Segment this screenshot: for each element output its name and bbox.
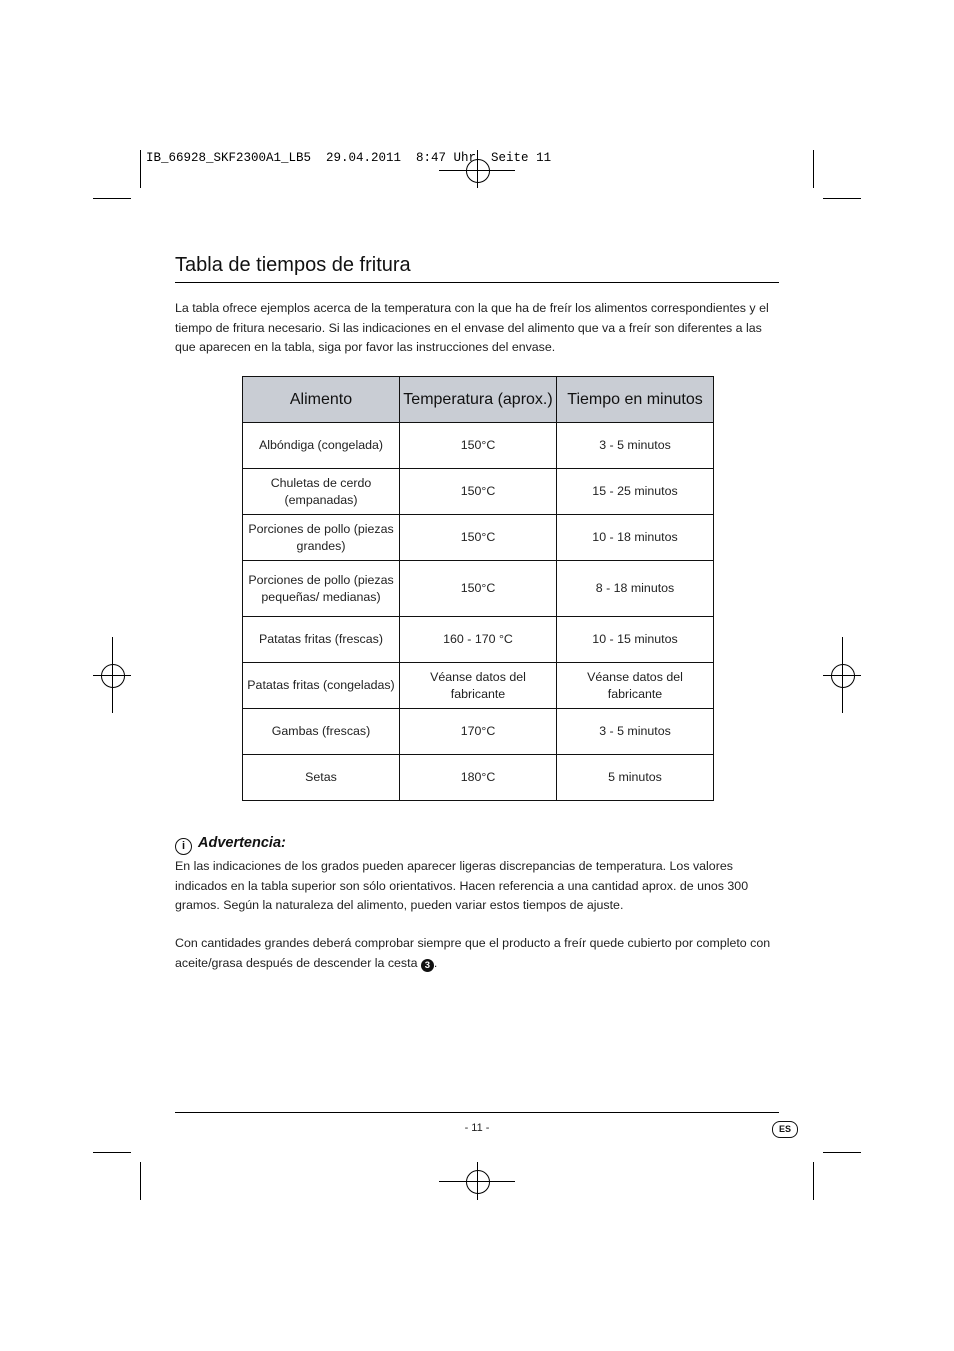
- table-row: [243, 617, 714, 663]
- table-row: [243, 663, 714, 709]
- cell-food: Patatas fritas (frescas): [243, 617, 400, 663]
- cell-food: Chuletas de cerdo (empanadas): [243, 469, 400, 515]
- table-row: [243, 515, 714, 561]
- frying-times-table: [242, 376, 714, 801]
- table-row: [243, 561, 714, 617]
- warning-heading-text: Advertencia:: [198, 835, 286, 851]
- footer-rule: [175, 1112, 779, 1113]
- cell-time: 10 - 18 minutos: [557, 515, 714, 561]
- cell-time: 3 - 5 minutos: [557, 709, 714, 755]
- intro-paragraph: La tabla ofrece ejemplos acerca de la temperatura con la que ha de freír los alimentos correspondientes y el tiempo de fritura necesario. Si las indicaciones en el envase del alimento que va a freír son diferentes a las que aparecen en la tabla, siga por favor las instrucciones del envase.: [175, 301, 769, 354]
- cell-temperature: 160 - 170 °C: [400, 617, 557, 663]
- warning-paragraph-2: [175, 934, 779, 973]
- cell-food: Setas: [243, 755, 400, 801]
- table-row: [243, 423, 714, 469]
- page-number: - 11 -: [464, 1122, 490, 1134]
- table-header-row: [243, 377, 714, 423]
- cell-temperature: 150°C: [400, 515, 557, 561]
- cell-temperature: Véanse datos del fabricante: [400, 663, 557, 709]
- basket-reference-number: 3: [421, 959, 434, 972]
- cell-time: 10 - 15 minutos: [557, 617, 714, 663]
- table-row: [243, 709, 714, 755]
- table-row: [243, 469, 714, 515]
- cell-temperature: 150°C: [400, 423, 557, 469]
- cell-time: 8 - 18 minutos: [557, 561, 714, 617]
- page-title: Tabla de tiempos de fritura: [175, 254, 411, 276]
- warning-paragraph-1: En las indicaciones de los grados pueden aparecer ligeras discrepancias de temperatura. Los valores indicados en la tabla superior son sólo orientativos. Hacen referencia a una cantidad aprox. de unos 300 gramos. Según la naturaleza del alimento, pueden variar estos tiempos de ajuste.: [175, 859, 749, 912]
- cell-temperature: 170°C: [400, 709, 557, 755]
- cell-time: 15 - 25 minutos: [557, 469, 714, 515]
- warning-paragraph-2-text: Con cantidades grandes deberá comprobar siempre que el producto a freír quede cubierto por completo con aceite/grasa después de descender la cesta: [175, 936, 771, 970]
- warning-heading: [175, 835, 286, 855]
- print-slug: IB_66928_SKF2300A1_LB5 29.04.2011 8:47 Uhr Seite 11: [146, 151, 552, 165]
- cell-temperature: 180°C: [400, 755, 557, 801]
- cell-time: Véanse datos del fabricante: [557, 663, 714, 709]
- cell-time: 5 minutos: [557, 755, 714, 801]
- warning-paragraph-2-end: .: [433, 955, 438, 970]
- header-temperature: Temperatura (aprox.): [400, 377, 557, 423]
- cell-food: Albóndiga (congelada): [243, 423, 400, 469]
- header-time: Tiempo en minutos: [557, 377, 714, 423]
- cell-time: 3 - 5 minutos: [557, 423, 714, 469]
- language-badge: ES: [772, 1121, 798, 1138]
- title-rule: [175, 282, 779, 283]
- table-row: [243, 755, 714, 801]
- cell-temperature: 150°C: [400, 469, 557, 515]
- cell-food: Patatas fritas (congeladas): [243, 663, 400, 709]
- header-food: Alimento: [243, 377, 400, 423]
- info-icon: i: [175, 838, 192, 855]
- cell-temperature: 150°C: [400, 561, 557, 617]
- cell-food: Gambas (frescas): [243, 709, 400, 755]
- cell-food: Porciones de pollo (piezas grandes): [243, 515, 400, 561]
- cell-food: Porciones de pollo (piezas pequeñas/ medianas): [243, 561, 400, 617]
